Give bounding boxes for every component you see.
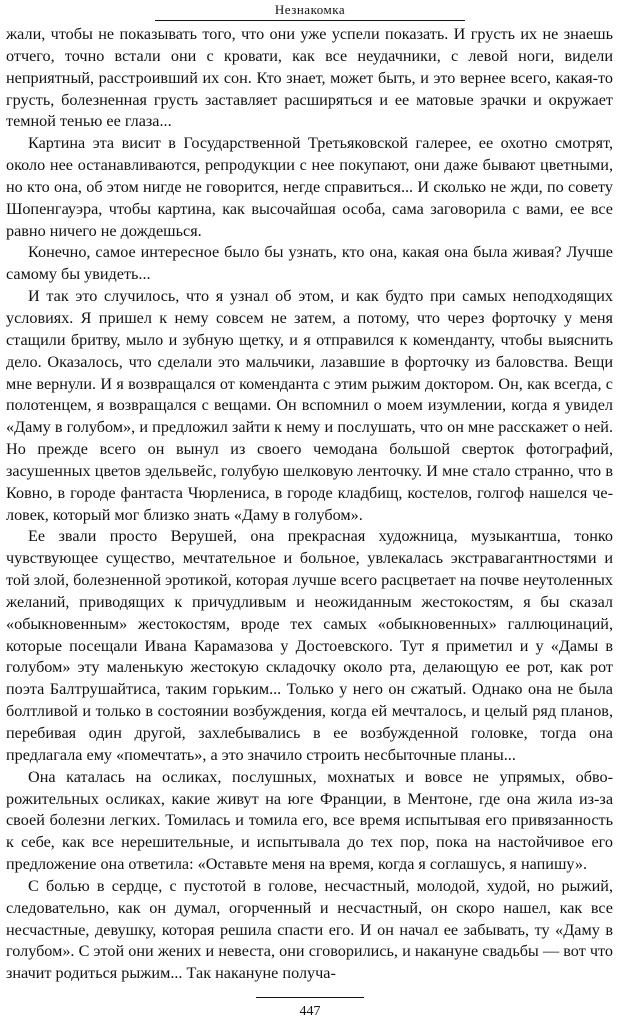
paragraph-continued: жали, чтобы не показывать того, что они уже успели показать. И грусть их не знаешь отчего, точно встали они с кровати, как все неудачники, с левой ноги, видели неприятный, расстроивший их сон. Кто знает, может быть, и это вернее всего, какая-то грусть, болезненная грусть заставляет расширяться и ее матовые зрачки и окружает темной тенью ее глаза... [6,25,613,131]
footer-rule [256,997,364,998]
paragraph: И так это случилось, что я узнал об этом, и как будто при самых неподходящих условиях. Я пришел к нему совсем не затем, а потому, что через форточку у меня стащили бритву, мыло и зубную щетку, и я отправился к коменданту, чтобы выяснить дело. Оказалось, что сделали это мальчики, лазавшие в форточку из баловства. Вещи мне вернули. И я возвращался от коменданта с этим рыжим доктором. Он, как всегда, с полотенцем, я возвращался с вещами. Он вспомнил о моем изумлении, когда я увидел «Даму в голубом», и предложил зайти к нему и послушать, что он мне расскажет о ней. Но прежде всего он вынул из своего чемодана большой сверток фотографий, засушенных цветов эдельвейс, голубую шелковую ленточку. И мне стало странно, что в Ковно, в городе фантаста Чюрлениса, в городе кладбищ, костелов, голгоф нашелся человек, который мог близко знать «Даму в голубом». [6,287,613,524]
paragraph: С болью в сердце, с пустотой в голове, несчастный, молодой, худой, но рыжий, следовательно, как он думал, огорченный и несчастный, он скоро нашел, как все несчастные, девушку, которая решила спасти его. И он начал ее забывать, ту «Даму в голубом». С этой они жених и невеста, они сговорились, и накануне свадьбы — вот что значит родиться рыжим... Так накануне получа- [6,876,613,983]
paragraph: Ее звали просто Верушей, она прекрасная художница, музыкантша, тонко чувствующее существо, мечтательное и больное, увлекалась экстравагантностями и той злой, болезненной эротикой, которая лучше всего расцветает на почве неутоленных желаний, приводящих к причудливым и неожиданным жестокостям, я бы сказал «обыкновенным» жестокостям, вроде тех самых «обыкновенных» галлюцинаций, которые посещали Ивана Карамазова у Достоевского. Тут я приметил и у «Дамы в голубом» эту маленькую жестокую складочку около рта, делающую ее рот, как рот поэта Балтрушайтиса, таким горьким... Только у него он сжатый. Однако она не была болтливой и только в состоянии возбуждения, когда ей мечталось, и целый ряд планов, перебивая один другой, захлебывались в ее возбужденной головке, тогда она предлагала ему «помечтать», а это значило строить несбыточные планы... [6,527,613,764]
paragraph: Она каталась на осликах, послушных, мохнатых и вовсе не упрямых, обворожительных осликах, какие живут на юге Франции, в Ментоне, где она жила из-за своей болезни легких. Томилась и томила его, все время испытывая его привязанность к себе, как все нерешительные, и испытывала до тех пор, пока на настойчивое его предложение она ответила: «Оставьте меня на время, когда я соглашусь, я напишу». [6,767,613,874]
running-title: Незнакомка [274,2,346,17]
body-text [6,24,613,985]
page-number: 447 [299,1004,321,1019]
header-rule [155,20,465,21]
paragraph: Конечно, самое интересное было бы узнать, кто она, какая она была живая? Лучше самому бы увидеть... [6,243,613,284]
paragraph: Картина эта висит в Государственной Третьяковской галерее, ее охотно смотрят, около нее останавливаются, репродукции с нее покупают, они даже бывают цветными, но кто она, об этом нигде не говорится, негде справиться... И сколько не жди, по совету Шопенгауэра, чтобы картина, как высочайшая особа, сама заговорила с вами, ее все равно ничего не дождешься. [6,134,613,240]
